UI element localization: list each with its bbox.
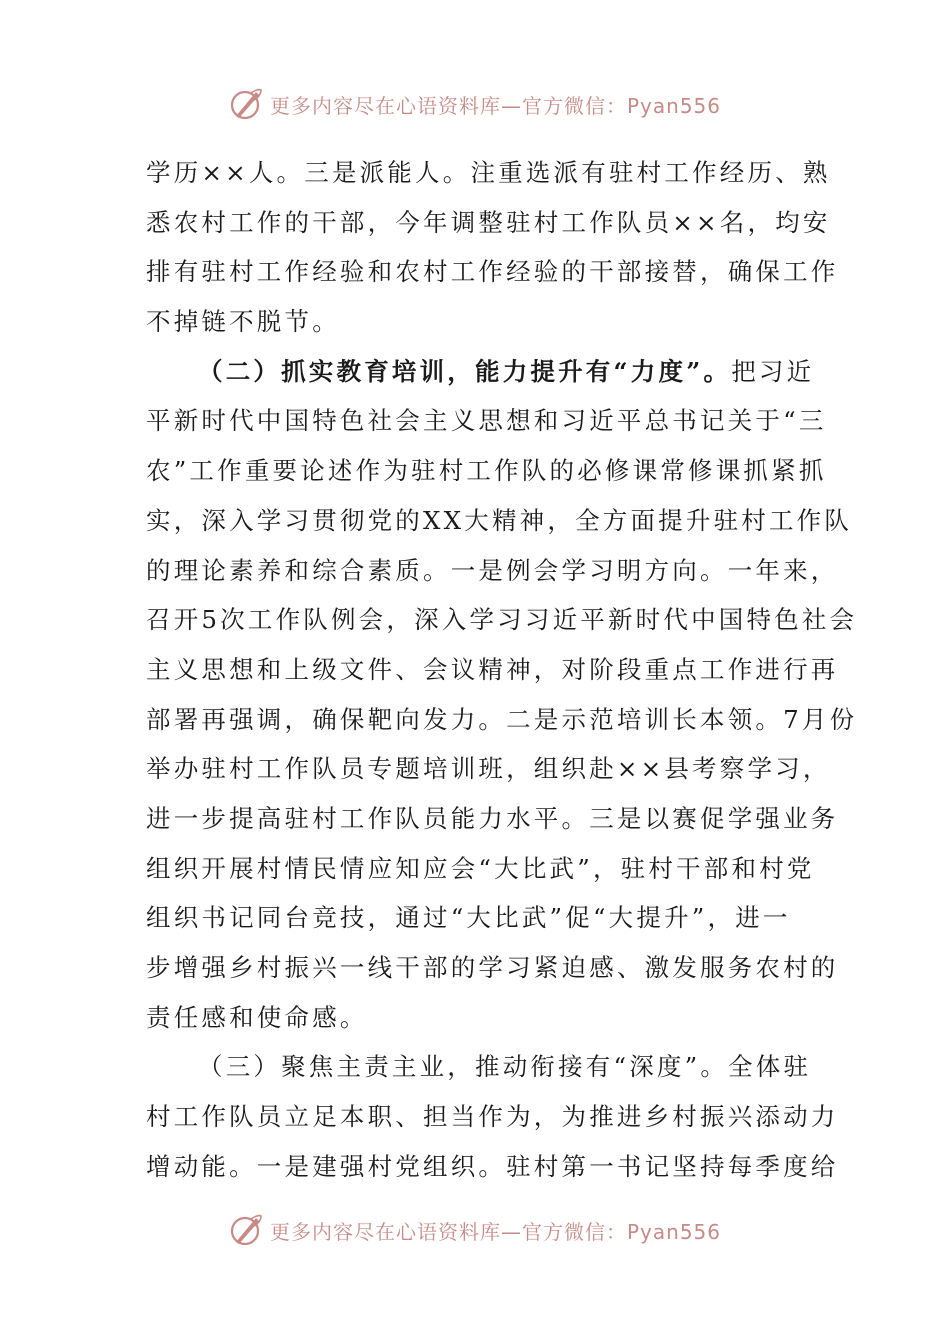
- text-line: 召开5次工作队例会，深入学习习近平新时代中国特色社会: [146, 605, 858, 635]
- paragraph-1: [146, 148, 839, 347]
- text-line: 进一步提高驻村工作队员能力水平。三是以赛促学强业务: [146, 803, 839, 833]
- text-line: 主义思想和上级文件、会议精神，对阶段重点工作进行再: [146, 654, 839, 684]
- text-line: [146, 347, 815, 397]
- paragraph-2: [146, 347, 858, 1043]
- text-line: 步增强乡村振兴一线干部的学习紧迫感、激发服务农村的: [146, 953, 839, 982]
- text-line: 增动能。一是建强村党组织。驻村第一书记坚持每季度给: [146, 1151, 839, 1181]
- text-line: 举办驻村工作队员专题培训班，组织赴××县考察学习，: [146, 754, 831, 784]
- document-body: [146, 148, 858, 1191]
- text-line: 村工作队员立足本职、担当作为，为推进乡村振兴添动力: [146, 1102, 839, 1132]
- text-line: 实，深入学习贯彻党的XX大精神，全方面提升驻村工作队: [146, 505, 853, 535]
- text-line: 平新时代中国特色社会主义思想和习近平总书记关于“三: [146, 406, 827, 436]
- quill-pen-logo-icon: [228, 86, 264, 122]
- section-heading-2: （二）抓实教育培训，能力提升有“力度”。: [198, 356, 732, 386]
- text-line: 农”工作重要论述作为驻村工作队的必修课常修课抓紧抓: [146, 456, 827, 486]
- footer-watermark: [228, 1210, 721, 1250]
- text-line: 排有驻村工作经验和农村工作经验的干部接替，确保工作: [146, 257, 839, 287]
- text-line: 学历××人。三是派能人。注重选派有驻村工作经历、熟: [146, 158, 831, 187]
- text-line: （三）聚焦主责主业，推动衔接有“深度”。全体驻: [198, 1052, 812, 1082]
- text-line: 责任感和使命感。: [146, 1002, 368, 1032]
- text-line: 悉农村工作的干部，今年调整驻村工作队员××名，均安: [146, 207, 831, 237]
- footer-watermark-text: 更多内容尽在心语资料库—官方微信：Pyan556: [270, 1219, 722, 1244]
- header-watermark-text: 更多内容尽在心语资料库—官方微信：Pyan556: [270, 93, 722, 118]
- header-watermark: [228, 84, 721, 124]
- text-line: 的理论素养和综合素质。一是例会学习明方向。一年来，: [146, 555, 839, 585]
- text-line: 组织开展村情民情应知应会“大比武”，驻村干部和村党: [146, 853, 815, 883]
- text-line: 组织书记同台竞技，通过“大比武”促“大提升”，进一: [146, 903, 791, 933]
- heading-rest: 把习近: [731, 356, 815, 386]
- paragraph-3: [146, 1042, 839, 1191]
- quill-pen-logo-icon: [228, 1212, 264, 1248]
- text-line: 部署再强调，确保靶向发力。二是示范培训长本领。7月份: [146, 704, 858, 734]
- text-line: 不掉链不脱节。: [146, 307, 340, 337]
